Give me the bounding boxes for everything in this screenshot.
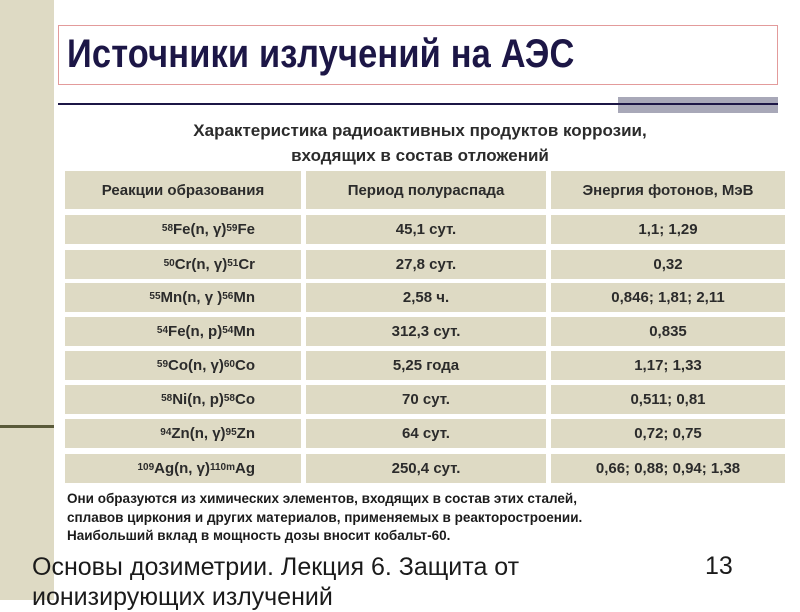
- reaction-cell: $^{54}$ Fe(n, p) $^{54}$ Mn: [65, 317, 301, 346]
- reaction-target: Ni(n, p): [172, 391, 224, 408]
- header-half-life: Период полураспада: [306, 171, 546, 209]
- table-caption: [80, 118, 760, 168]
- reaction-product: Mn: [233, 323, 255, 340]
- half-life-cell: 64 сут.: [306, 419, 546, 448]
- reaction-product: Cr: [238, 256, 255, 273]
- reaction-target: Cr(n, γ): [174, 256, 228, 273]
- reaction-cell: $^{55}$ Mn(n, γ ) $^{56}$ Mn: [65, 283, 301, 312]
- table-row: [65, 283, 785, 312]
- photon-energy-cell: 0,72; 0,75: [551, 419, 785, 448]
- caption-line-2: входящих в состав отложений: [291, 146, 549, 165]
- header-reactions: Реакции образования: [65, 171, 301, 209]
- reaction-product: Fe: [237, 221, 255, 238]
- half-life-cell: 250,4 сут.: [306, 454, 546, 483]
- note-line-3: Наибольший вклад в мощность дозы вносит кобальт-60.: [67, 528, 451, 543]
- reaction-product: Co: [235, 391, 255, 408]
- title-accent-bar: [618, 97, 778, 113]
- reaction-target: Fe(n, γ): [173, 221, 227, 238]
- reaction-target: Mn(n, γ ): [160, 289, 223, 306]
- photon-energy-cell: 0,511; 0,81: [551, 385, 785, 414]
- reaction-cell: $^{59}$ Co(n, γ) $^{60}$ Co: [65, 351, 301, 380]
- photon-energy-cell: 1,17; 1,33: [551, 351, 785, 380]
- reaction-target: Co(n, γ): [168, 357, 224, 374]
- reaction-cell: $^{109}$ Ag(n, γ) $^{110m}$ Ag: [65, 454, 301, 483]
- photon-energy-cell: 0,835: [551, 317, 785, 346]
- reaction-target: Zn(n, γ): [171, 425, 226, 442]
- reaction-cell: $^{50}$ Cr(n, γ) $^{51}$ Cr: [65, 250, 301, 279]
- half-life-cell: 2,58 ч.: [306, 283, 546, 312]
- half-life-cell: 27,8 сут.: [306, 250, 546, 279]
- footer-line-1: Основы дозиметрии. Лекция 6. Защита от: [32, 553, 520, 581]
- photon-energy-cell: 0,32: [551, 250, 785, 279]
- reaction-cell: $^{94}$ Zn(n, γ) $^{95}$ Zn: [65, 419, 301, 448]
- reaction-product: Ag: [235, 460, 255, 477]
- half-life-cell: 5,25 года: [306, 351, 546, 380]
- title-underline: [58, 103, 778, 105]
- note-text: [67, 490, 782, 546]
- table-header-row: [65, 171, 785, 200]
- sidebar-divider: [0, 425, 54, 428]
- reaction-cell: $^{58}$ Ni(n, p) $^{58}$ Co: [65, 385, 301, 414]
- half-life-cell: 45,1 сут.: [306, 215, 546, 244]
- table-row: [65, 317, 785, 346]
- page-title: Источники излучений на АЭС: [67, 32, 575, 76]
- reaction-product: Mn: [233, 289, 255, 306]
- reaction-target: Fe(n, p): [168, 323, 223, 340]
- table-row: [65, 419, 785, 448]
- half-life-cell: 312,3 сут.: [306, 317, 546, 346]
- reaction-target: Ag(n, γ): [154, 460, 210, 477]
- table-row: [65, 215, 785, 244]
- table-row: [65, 454, 785, 483]
- header-photon-energy: Энергия фотонов, МэВ: [551, 171, 785, 209]
- footer-line-2: ионизирующих излучений: [32, 583, 333, 611]
- photon-energy-cell: 1,1; 1,29: [551, 215, 785, 244]
- title-box: [58, 25, 778, 85]
- note-line-2: сплавов циркония и других материалов, применяемых в реакторостроении.: [67, 509, 583, 525]
- reaction-product: Co: [235, 357, 255, 374]
- half-life-cell: 70 сут.: [306, 385, 546, 414]
- reaction-product: Zn: [236, 425, 255, 442]
- note-line-1: Они образуются из химических элементов, входящих в состав этих сталей,: [67, 491, 577, 506]
- table-row: [65, 351, 785, 380]
- photon-energy-cell: 0,66; 0,88; 0,94; 1,38: [551, 454, 785, 483]
- photon-energy-cell: 0,846; 1,81; 2,11: [551, 283, 785, 312]
- table-row: [65, 385, 785, 414]
- reaction-cell: $^{58}$ Fe(n, γ) $^{59}$ Fe: [65, 215, 301, 244]
- left-sidebar-band: [0, 0, 54, 600]
- table-row: [65, 250, 785, 279]
- caption-line-1: Характеристика радиоактивных продуктов коррозии,: [193, 121, 647, 140]
- page-number: 13: [705, 552, 733, 580]
- slide-footer: [32, 552, 520, 611]
